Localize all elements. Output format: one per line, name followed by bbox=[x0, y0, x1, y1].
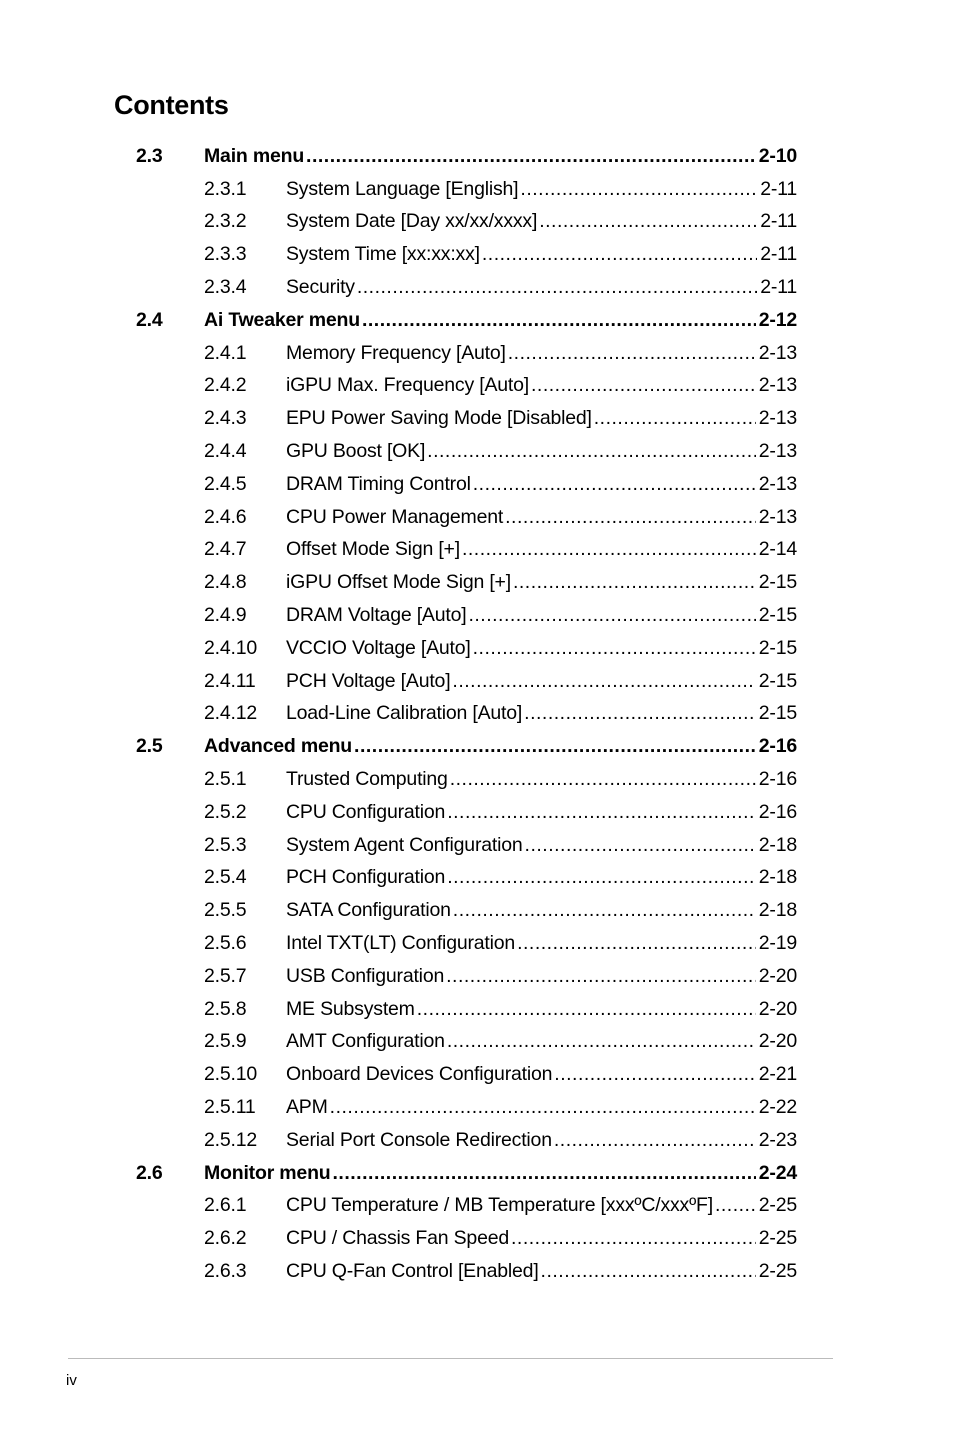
toc-section-entry[interactable] bbox=[136, 730, 797, 763]
toc-entry-title: GPU Boost [OK] bbox=[286, 440, 426, 463]
toc-entry-page: 2-16 bbox=[758, 768, 797, 791]
toc-entry-page: 2-15 bbox=[758, 702, 797, 725]
toc-dot-leader bbox=[306, 145, 756, 168]
toc-dot-leader bbox=[453, 899, 756, 922]
toc-dot-leader bbox=[517, 932, 756, 955]
toc-entry-page: 2-22 bbox=[758, 1096, 797, 1118]
toc-entry-title: CPU Temperature / MB Temperature [xxxºC/xxxºF] bbox=[286, 1194, 713, 1217]
footer-divider bbox=[68, 1358, 833, 1359]
toc-dot-leader bbox=[554, 1063, 755, 1086]
toc-entry-title: Memory Frequency [Auto] bbox=[286, 341, 506, 364]
toc-dot-leader bbox=[520, 178, 757, 201]
toc-section-entry[interactable] bbox=[136, 304, 797, 337]
toc-subsection-entry[interactable] bbox=[136, 993, 797, 1026]
toc-subsection-entry[interactable] bbox=[136, 1058, 797, 1091]
toc-entry-page: 2-11 bbox=[760, 276, 797, 299]
toc-dot-leader bbox=[447, 801, 756, 824]
toc-entry-number: 2.6.1 bbox=[204, 1194, 247, 1217]
toc-dot-leader bbox=[508, 342, 756, 365]
toc-dot-leader bbox=[594, 407, 756, 430]
toc-entry-number: 2.4.6 bbox=[204, 505, 247, 528]
toc-entry-page: 2-12 bbox=[758, 308, 797, 331]
toc-dot-leader bbox=[531, 374, 756, 397]
toc-entry-page: 2-13 bbox=[758, 407, 797, 430]
toc-entry-page: 2-21 bbox=[758, 1063, 797, 1086]
toc-entry-title: Offset Mode Sign [+] bbox=[286, 538, 460, 561]
toc-entry-page: 2-15 bbox=[758, 604, 797, 627]
toc-entry-title: CPU / Chassis Fan Speed bbox=[286, 1227, 510, 1250]
toc-dot-leader bbox=[447, 866, 756, 889]
toc-entry-number: 2.5.12 bbox=[204, 1128, 258, 1151]
toc-entry-title: SATA Configuration bbox=[286, 899, 451, 922]
toc-entry-title: USB Configuration bbox=[286, 964, 445, 987]
toc-entry-page: 2-25 bbox=[758, 1194, 797, 1217]
toc-entry-page: 2-18 bbox=[758, 866, 797, 889]
toc-dot-leader bbox=[539, 210, 757, 233]
toc-entry-page: 2-24 bbox=[758, 1161, 797, 1184]
toc-entry-number: 2.5.5 bbox=[204, 899, 247, 922]
toc-section-entry[interactable] bbox=[136, 1157, 797, 1190]
page-number: iv bbox=[66, 1372, 77, 1389]
toc-entry-page: 2-15 bbox=[758, 669, 797, 692]
toc-entry-page: 2-13 bbox=[758, 341, 797, 364]
toc-entry-page: 2-15 bbox=[758, 571, 797, 594]
toc-subsection-entry[interactable] bbox=[136, 763, 797, 796]
toc-entry-page: 2-11 bbox=[760, 243, 797, 266]
toc-entry-page: 2-18 bbox=[758, 833, 797, 856]
toc-subsection-entry[interactable] bbox=[136, 796, 797, 829]
toc-section-entry[interactable] bbox=[136, 140, 797, 173]
toc-subsection-entry[interactable] bbox=[136, 435, 797, 468]
toc-dot-leader bbox=[715, 1194, 756, 1217]
toc-entry-title: PCH Voltage [Auto] bbox=[286, 669, 451, 692]
toc-entry-page: 2-25 bbox=[758, 1227, 797, 1250]
toc-entry-number: 2.5.2 bbox=[204, 800, 247, 823]
toc-entry-title: Security bbox=[286, 276, 355, 299]
toc-entry-title: Monitor menu bbox=[204, 1161, 331, 1184]
toc-entry-number: 2.6.2 bbox=[204, 1227, 247, 1250]
toc-entry-number: 2.5.9 bbox=[204, 1030, 247, 1053]
toc-entry-page: 2-13 bbox=[758, 440, 797, 463]
toc-dot-leader bbox=[417, 998, 756, 1021]
toc-dot-leader bbox=[541, 1260, 756, 1283]
toc-entry-title: iGPU Offset Mode Sign [+] bbox=[286, 571, 511, 594]
toc-entry-number: 2.6.3 bbox=[204, 1259, 247, 1282]
toc-entry-title: Intel TXT(LT) Configuration bbox=[286, 932, 516, 955]
toc-entry-title: System Date [Day xx/xx/xxxx] bbox=[286, 210, 538, 233]
toc-entry-page: 2-13 bbox=[758, 374, 797, 397]
toc-subsection-entry[interactable] bbox=[136, 566, 797, 599]
toc-entry-number: 2.6 bbox=[136, 1161, 163, 1184]
toc-subsection-entry[interactable] bbox=[136, 238, 797, 271]
toc-dot-leader bbox=[354, 735, 756, 758]
toc-entry-number: 2.3.4 bbox=[204, 276, 247, 299]
toc-dot-leader bbox=[554, 1129, 756, 1152]
toc-dot-leader bbox=[450, 768, 756, 791]
toc-subsection-entry[interactable] bbox=[136, 1190, 797, 1223]
toc-subsection-entry[interactable] bbox=[136, 829, 797, 862]
toc-dot-leader bbox=[513, 571, 756, 594]
page-title: Contents bbox=[114, 90, 229, 120]
toc-entry-page: 2-20 bbox=[758, 1030, 797, 1053]
toc-entry-title: CPU Configuration bbox=[286, 800, 446, 823]
toc-entry-title: CPU Q-Fan Control [Enabled] bbox=[286, 1259, 539, 1282]
toc-entry-number: 2.3.3 bbox=[204, 243, 247, 266]
toc-entry-number: 2.5.7 bbox=[204, 964, 247, 987]
toc-subsection-entry[interactable] bbox=[136, 927, 797, 960]
toc-entry-number: 2.4.8 bbox=[204, 571, 247, 594]
toc-entry-number: 2.4.11 bbox=[204, 669, 256, 692]
toc-entry-number: 2.5.4 bbox=[204, 866, 247, 889]
toc-dot-leader bbox=[357, 276, 757, 299]
toc-subsection-entry[interactable] bbox=[136, 698, 797, 731]
toc-entry-page: 2-16 bbox=[758, 800, 797, 823]
toc-dot-leader bbox=[473, 473, 756, 496]
toc-subsection-entry[interactable] bbox=[136, 534, 797, 567]
toc-entry-number: 2.3.2 bbox=[204, 210, 247, 233]
toc-entry-title: DRAM Voltage [Auto] bbox=[286, 604, 467, 627]
toc-subsection-entry[interactable] bbox=[136, 1026, 797, 1059]
toc-entry-page: 2-13 bbox=[758, 505, 797, 528]
toc-entry-page: 2-15 bbox=[758, 636, 797, 659]
toc-dot-leader bbox=[362, 309, 756, 332]
toc-subsection-entry[interactable] bbox=[136, 632, 797, 665]
toc-entry-page: 2-25 bbox=[758, 1259, 797, 1282]
toc-entry-number: 2.4.5 bbox=[204, 472, 247, 495]
toc-entry-title: iGPU Max. Frequency [Auto] bbox=[286, 374, 529, 397]
toc-entry-number: 2.3.1 bbox=[204, 177, 247, 200]
toc-entry-number: 2.4.9 bbox=[204, 604, 247, 627]
toc-dot-leader bbox=[468, 604, 755, 627]
toc-dot-leader bbox=[427, 440, 756, 463]
toc-entry-title: Trusted Computing bbox=[286, 768, 448, 791]
toc-entry-title: PCH Configuration bbox=[286, 866, 446, 889]
toc-entry-title: Advanced menu bbox=[204, 735, 353, 758]
toc-subsection-entry[interactable] bbox=[136, 960, 797, 993]
toc-subsection-entry[interactable] bbox=[136, 501, 797, 534]
toc-entry-title: AMT Configuration bbox=[286, 1030, 445, 1053]
toc-dot-leader bbox=[473, 637, 756, 660]
toc-entry-number: 2.5.3 bbox=[204, 833, 247, 856]
toc-subsection-entry[interactable] bbox=[136, 1091, 797, 1124]
toc-entry-number: 2.4.7 bbox=[204, 538, 247, 561]
toc-entry-page: 2-10 bbox=[758, 144, 797, 167]
toc-entry-title: APM bbox=[286, 1096, 328, 1118]
toc-entry-title: ME Subsystem bbox=[286, 997, 415, 1020]
toc-dot-leader bbox=[462, 538, 756, 561]
toc-entry-page: 2-20 bbox=[758, 997, 797, 1020]
toc-entry-title: Main menu bbox=[204, 144, 305, 167]
toc-subsection-entry[interactable] bbox=[136, 1255, 797, 1288]
table-of-contents bbox=[136, 140, 797, 1288]
toc-dot-leader bbox=[452, 670, 755, 693]
toc-subsection-entry[interactable] bbox=[136, 468, 797, 501]
toc-entry-page: 2-11 bbox=[760, 177, 797, 200]
toc-entry-number: 2.5.10 bbox=[204, 1063, 258, 1086]
toc-subsection-entry[interactable] bbox=[136, 370, 797, 403]
toc-entry-page: 2-16 bbox=[758, 735, 797, 758]
toc-dot-leader bbox=[482, 243, 757, 266]
toc-entry-page: 2-13 bbox=[758, 472, 797, 495]
toc-subsection-entry[interactable] bbox=[136, 862, 797, 895]
toc-subsection-entry[interactable] bbox=[136, 894, 797, 927]
toc-entry-title: System Language [English] bbox=[286, 177, 519, 200]
toc-dot-leader bbox=[525, 834, 756, 857]
toc-subsection-entry[interactable] bbox=[136, 337, 797, 370]
toc-entry-number: 2.4 bbox=[136, 308, 163, 331]
toc-entry-title: CPU Power Management bbox=[286, 505, 504, 528]
toc-subsection-entry[interactable] bbox=[136, 599, 797, 632]
toc-entry-page: 2-19 bbox=[758, 932, 797, 955]
toc-entry-title: VCCIO Voltage [Auto] bbox=[286, 636, 471, 659]
toc-entry-title: System Time [xx:xx:xx] bbox=[286, 243, 480, 266]
toc-entry-page: 2-14 bbox=[758, 538, 797, 561]
toc-entry-number: 2.5.6 bbox=[204, 932, 247, 955]
toc-subsection-entry[interactable] bbox=[136, 173, 797, 206]
toc-dot-leader bbox=[524, 702, 756, 725]
toc-entry-number: 2.5.11 bbox=[204, 1096, 256, 1118]
toc-entry-title: DRAM Timing Control bbox=[286, 472, 471, 495]
toc-dot-leader bbox=[446, 965, 756, 988]
toc-entry-page: 2-20 bbox=[758, 964, 797, 987]
toc-entry-number: 2.5.1 bbox=[204, 768, 247, 791]
toc-entry-page: 2-23 bbox=[758, 1128, 797, 1151]
toc-subsection-entry[interactable] bbox=[136, 402, 797, 435]
toc-subsection-entry[interactable] bbox=[136, 665, 797, 698]
toc-subsection-entry[interactable] bbox=[136, 1222, 797, 1255]
toc-entry-number: 2.5.8 bbox=[204, 997, 247, 1020]
toc-subsection-entry[interactable] bbox=[136, 206, 797, 239]
toc-entry-number: 2.4.2 bbox=[204, 374, 247, 397]
toc-entry-number: 2.4.4 bbox=[204, 440, 247, 463]
toc-dot-leader bbox=[511, 1227, 756, 1250]
toc-entry-number: 2.3 bbox=[136, 144, 163, 167]
toc-entry-number: 2.4.1 bbox=[204, 341, 247, 364]
toc-subsection-entry[interactable] bbox=[136, 271, 797, 304]
toc-entry-title: EPU Power Saving Mode [Disabled] bbox=[286, 407, 592, 430]
toc-entry-title: Ai Tweaker menu bbox=[204, 308, 360, 331]
toc-dot-leader bbox=[505, 506, 756, 529]
toc-dot-leader bbox=[333, 1162, 756, 1185]
toc-dot-leader bbox=[330, 1096, 756, 1119]
toc-entry-title: Onboard Devices Configuration bbox=[286, 1063, 553, 1086]
toc-dot-leader bbox=[447, 1030, 756, 1053]
toc-entry-number: 2.4.12 bbox=[204, 702, 258, 725]
toc-entry-title: Serial Port Console Redirection bbox=[286, 1128, 552, 1151]
toc-entry-number: 2.4.10 bbox=[204, 636, 258, 659]
toc-entry-page: 2-18 bbox=[758, 899, 797, 922]
toc-entry-title: Load-Line Calibration [Auto] bbox=[286, 702, 523, 725]
toc-subsection-entry[interactable] bbox=[136, 1124, 797, 1157]
toc-entry-page: 2-11 bbox=[760, 210, 797, 233]
toc-entry-number: 2.5 bbox=[136, 735, 163, 758]
toc-entry-number: 2.4.3 bbox=[204, 407, 247, 430]
toc-entry-title: System Agent Configuration bbox=[286, 833, 523, 856]
